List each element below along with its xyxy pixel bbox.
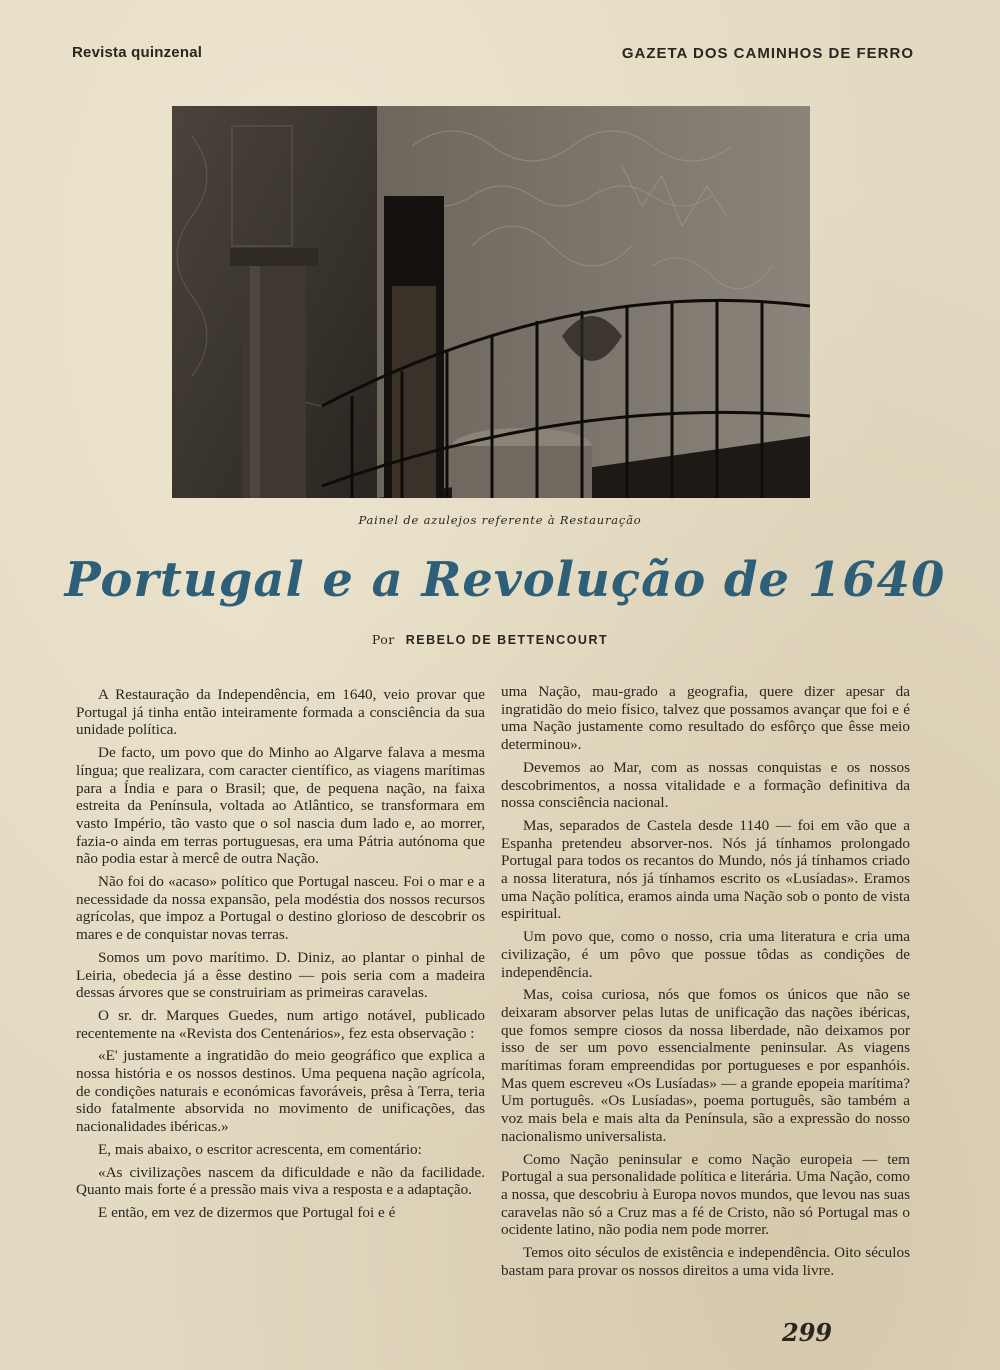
article-column-left (76, 686, 485, 1227)
azulejo-panel-photo (172, 106, 810, 498)
page-number: 299 (782, 1318, 833, 1347)
paragraph: Mas, separados de Castela desde 1140 — foi em vão que a Espanha pretendeu absorver-nos. Nós já tínhamos prolongado Portugal para todos os recantos do Mundo, nós já tínhamos criado a nossa literatura, nós já tínhamos escrito os «Lusíadas». Eramos uma Nação política, eramos ainda uma Nação sob o ponto de vista espiritual. (501, 816, 910, 923)
author-name: REBELO DE BETTENCOURT (405, 633, 609, 647)
paragraph: Não foi do «acaso» político que Portugal nasceu. Foi o mar e a necessidade da nossa expansão, pela modéstia dos nossos recursos agrícolas, que impoz a Portugal o destino glorioso de descobrir os mares e de conquistar novas terras. (76, 873, 485, 944)
paragraph: Somos um povo marítimo. D. Diniz, ao plantar o pinhal de Leiria, obedecia já a êsse destino — pois seria com a madeira dessas árvores que se construiriam as primeiras caravelas. (76, 948, 485, 1002)
article-title: Portugal e a Revolução de 1640 (64, 552, 946, 608)
paragraph: A Restauração da Independência, em 1640, veio provar que Portugal já tinha então inteiramente formada a consciência da sua unidade política. (76, 686, 485, 739)
paragraph: Mas, coisa curiosa, nós que fomos os únicos que não se deixaram absorver pelas lutas de unificação das nações ibéricas, que fomos sempre ciosos da nossa liberdade, não deixamos por isso de ser um povo essencialmente peninsular. As viagens marítimas foram empreendidas por portugueses e por espanhóis. Mas quem escreveu «Os Lusíadas» — a grande epopeia marítima? Um português. «Os Lusíadas», poema português, são também a voz mais bela e mais alta da Península, são a expressão do nosso nacionalismo universalista. (501, 986, 910, 1145)
paragraph: E, mais abaixo, o escritor acrescenta, em comentário: (98, 1140, 422, 1158)
byline (0, 632, 980, 647)
quote-paragraph: «E' justamente a ingratidão do meio geográfico que explica a nossa história e os nossos destinos. Uma pequena nação agrícola, de condições naturais e económicas favoráveis, prêsa à Terra, teria sido fatalmente absorvida no movimento de unificações, das nacionalidades ibéricas.» (76, 1047, 485, 1136)
paragraph: Temos oito séculos de existência e independência. Oito séculos bastam para provar os nossos direitos a uma vida livre. (501, 1244, 910, 1279)
paragraph: Como Nação peninsular e como Nação europeia — tem Portugal a sua personalidade política e literária. Uma Nação, como a nossa, que descobriu à Europa novos mundos, que levou nas suas caravelas não só a Cruz mas a fé de Cristo, não só Portugal mas o ocidente latino, não podia nem pode morrer. (501, 1150, 910, 1239)
running-header-left: Revista quinzenal (72, 44, 203, 61)
paragraph: uma Nação, mau-grado a geografia, quere dizer apesar da ingratidão do meio físico, talvez que possamos avançar que foi e é uma Nação justamente como resultado do esfôrço que êsse meio determinou». (501, 683, 910, 754)
paragraph: De facto, um povo que do Minho ao Algarve falava a mesma língua; que realizara, com caracter científico, as viagens marítimas para a Índia e para o Brasil; que, de pequena nação, na faixa estreita da Península, voltada ao Atlântico, se transformara em vasto Império, tão vasto que o sol nascia dum lado e, ao morrer, fazia-o ainda em terras portuguesas, era uma Pátria autónoma que não podia estar à mercê de outra Nação. (76, 744, 485, 868)
photo-caption: Painel de azulejos referente à Restauração (358, 513, 642, 527)
quote-paragraph: «As civilizações nascem da dificuldade e não da facilidade. Quanto mais forte é a pressão mais viva a resposta e a adaptação. (76, 1163, 485, 1199)
paragraph: Devemos ao Mar, com as nossas conquistas e os nossos descobrimentos, a nossa vitalidade e a formação definitiva da nossa consciência nacional. (501, 758, 910, 812)
photo-illustration (172, 106, 810, 498)
article-column-right (501, 683, 910, 1285)
paragraph: O sr. dr. Marques Guedes, num artigo notável, publicado recentemente na «Revista dos Centenários», fez esta observação : (76, 1006, 485, 1042)
running-header-right: GAZETA DOS CAMINHOS DE FERRO (621, 45, 914, 62)
paragraph: Um povo que, como o nosso, cria uma literatura e cria uma civilização, é um pôvo que possue tôdas as condições de independência. (501, 928, 910, 981)
paragraph: E então, em vez de dizermos que Portugal foi e é (98, 1203, 396, 1221)
byline-prefix: Por (371, 632, 395, 647)
